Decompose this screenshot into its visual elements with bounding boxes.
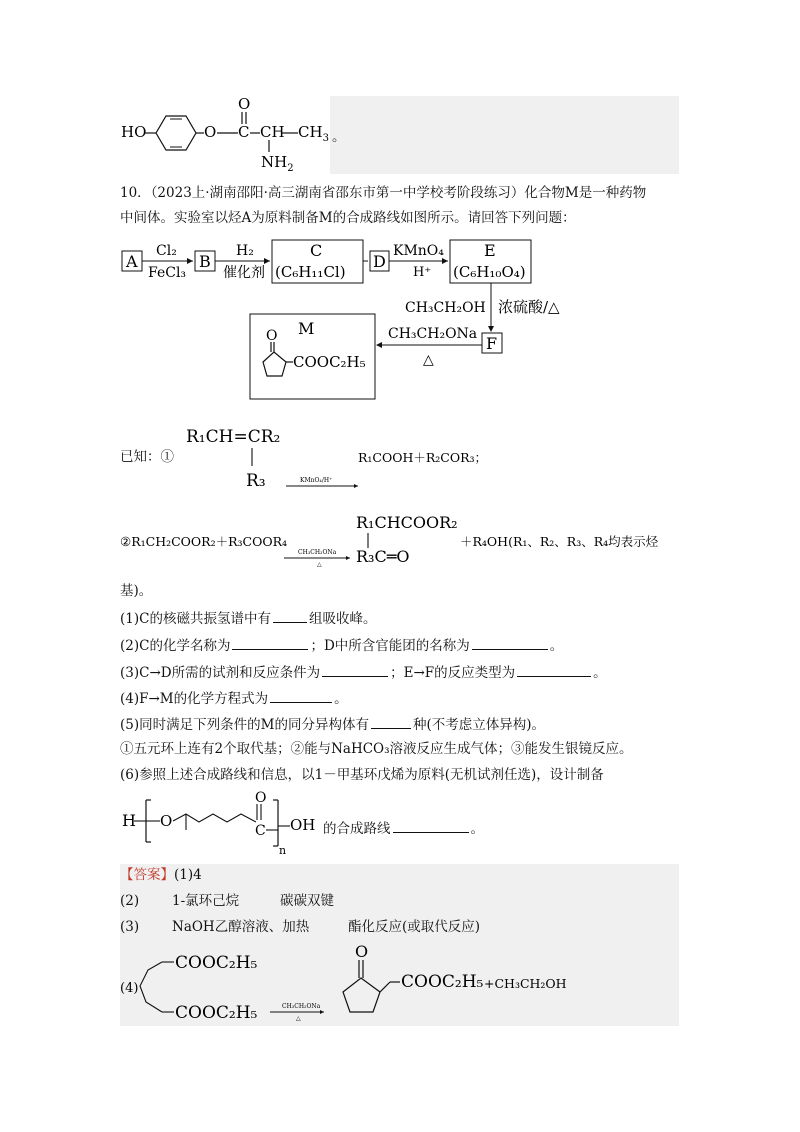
svg-text:R₃C═O: R₃C═O [356,547,410,566]
svg-text:M: M [298,319,315,338]
svg-text:(C₆H₁₀O₄): (C₆H₁₀O₄) [453,263,526,281]
scheme-A: A [126,252,138,271]
answer-blank[interactable] [322,662,388,677]
question-6-tail: 的合成路线 。 [323,818,484,838]
question-3: (3)C→D所需的试剂和反应条件为 ；E→F的反应类型为 。 [120,662,607,682]
answer-blank[interactable] [517,662,591,677]
svg-text:COOC₂H₅: COOC₂H₅ [175,953,258,973]
answer-tag: 【答案】 [120,867,174,883]
svg-text:CH: CH [260,123,285,141]
svg-text:CH₃CH₂ONa: CH₃CH₂ONa [298,549,337,556]
answer-4-equation [118,940,638,1024]
svg-text:R₃: R₃ [246,471,266,491]
svg-text:+CH₃CH₂OH: +CH₃CH₂OH [484,976,567,991]
known-prefix: 已知：① [120,449,174,465]
svg-text:B: B [199,252,211,271]
svg-text:催化剂: 催化剂 [223,265,265,281]
svg-text:KMnO₄/H⁺: KMnO₄/H⁺ [300,477,333,484]
previous-answer-shade [330,96,679,174]
answer-blank[interactable] [472,635,548,650]
question-1: (1)C的核磁共振氢谱中有 组吸收峰。 [120,608,376,628]
svg-text:②R₁CH₂COOR₂＋R₃COOR₄: ②R₁CH₂COOR₂＋R₃COOR₄ [120,534,287,549]
answer-blank[interactable] [232,635,308,650]
svg-text:CH3: $CH_3$ [298,123,329,144]
answer-blank[interactable] [273,608,307,623]
svg-text:COOC₂H₅: COOC₂H₅ [401,972,484,992]
svg-text:H: H [122,811,136,830]
svg-text:浓硫酸/△: 浓硫酸/△ [498,298,560,316]
svg-text:R₁CHCOOR₂: R₁CHCOOR₂ [356,513,458,532]
answer-blank[interactable] [393,818,469,833]
question-6: (6)参照上述合成路线和信息，以1－甲基环戊烯为原料(无机试剂任选)，设计制备 [120,767,604,783]
question-4: (4)F→M的化学方程式为 。 [120,688,348,708]
known-tail: 基)。 [120,583,153,599]
svg-text:O: O [266,328,278,344]
svg-text:FeCl₃: FeCl₃ [148,265,187,281]
svg-text:NH2: $NH_2$ [261,153,294,174]
svg-text:OH: OH [290,816,316,834]
svg-text:COOC₂H₅: COOC₂H₅ [175,1003,258,1023]
svg-text:△: △ [317,561,322,568]
svg-text:△: △ [296,1015,301,1022]
svg-text:KMnO₄: KMnO₄ [393,243,444,259]
svg-text:(4): (4) [120,981,139,996]
svg-text:F: F [486,334,498,353]
svg-text:H₂: H₂ [236,243,254,259]
svg-text:R₁CH=CR₂: R₁CH=CR₂ [186,427,281,447]
svg-text:HO: HO [121,123,147,141]
question-number: 10． [120,185,151,201]
svg-text:O: O [255,790,267,806]
svg-text:(C₆H₁₁Cl): (C₆H₁₁Cl) [275,263,346,281]
answer-blank[interactable] [270,688,332,703]
svg-text:H⁺: H⁺ [413,265,432,280]
svg-text:D: D [373,252,386,271]
known-reaction-2 [120,508,680,568]
svg-text:＋R₄OH(R₁、R₂、R₃、R₄均表示烃: ＋R₄OH(R₁、R₂、R₃、R₄均表示烃 [460,534,659,549]
answer-3: (3) NaOH乙醇溶液、加热 酯化反应(或取代反应) [120,919,481,935]
svg-text:C: C [255,823,266,839]
answer-blank[interactable] [371,714,411,729]
question-5: (5)同时满足下列条件的M的同分异构体有 种(不考虑立体异构)。 [120,714,545,734]
svg-text:O: O [160,812,173,830]
previous-answer-structure [118,94,348,174]
question-2: (2)C的化学名称为 ；D中所含官能团的名称为 。 [120,635,563,655]
svg-text:O: O [355,942,369,961]
previous-answer-period: 。 [332,129,346,145]
svg-text:CH₃CH₂OH: CH₃CH₂OH [405,300,486,316]
svg-text:CH₃CH₂ONa: CH₃CH₂ONa [282,1003,321,1010]
question-header [120,184,646,202]
svg-text:n: n [279,844,287,856]
answer-1: 【答案】(1)4 [120,867,202,883]
svg-text:C: C [310,241,323,260]
svg-text:O: O [204,123,217,141]
synthesis-scheme [118,234,598,406]
known-reaction-1 [180,420,510,495]
answer-2: (2) 1-氯环己烷 碳碳双键 [120,893,334,909]
question-intro: 中间体。实验室以烃A为原料制备M的合成路线如图所示。请回答下列问题： [120,210,576,226]
svg-text:COOC₂H₅: COOC₂H₅ [293,353,366,371]
question-5-conditions: ①五元环上连有2个取代基；②能与NaHCO₃溶液反应生成气体；③能发生银镜反应。 [120,741,633,757]
svg-text:O: O [238,95,251,113]
svg-text:Cl₂: Cl₂ [156,243,177,259]
svg-text:△: △ [423,352,434,368]
svg-text:CH₃CH₂ONa: CH₃CH₂ONa [388,326,478,342]
svg-text:R₁COOH＋R₂COR₃；: R₁COOH＋R₂COR₃； [358,450,488,465]
svg-text:C: C [238,123,250,141]
svg-text:E: E [484,241,496,260]
question-source: （2023上·湖南邵阳·高三湖南省邵东市第一中学校考阶段练习）化合物M是一种药物 [150,185,647,201]
